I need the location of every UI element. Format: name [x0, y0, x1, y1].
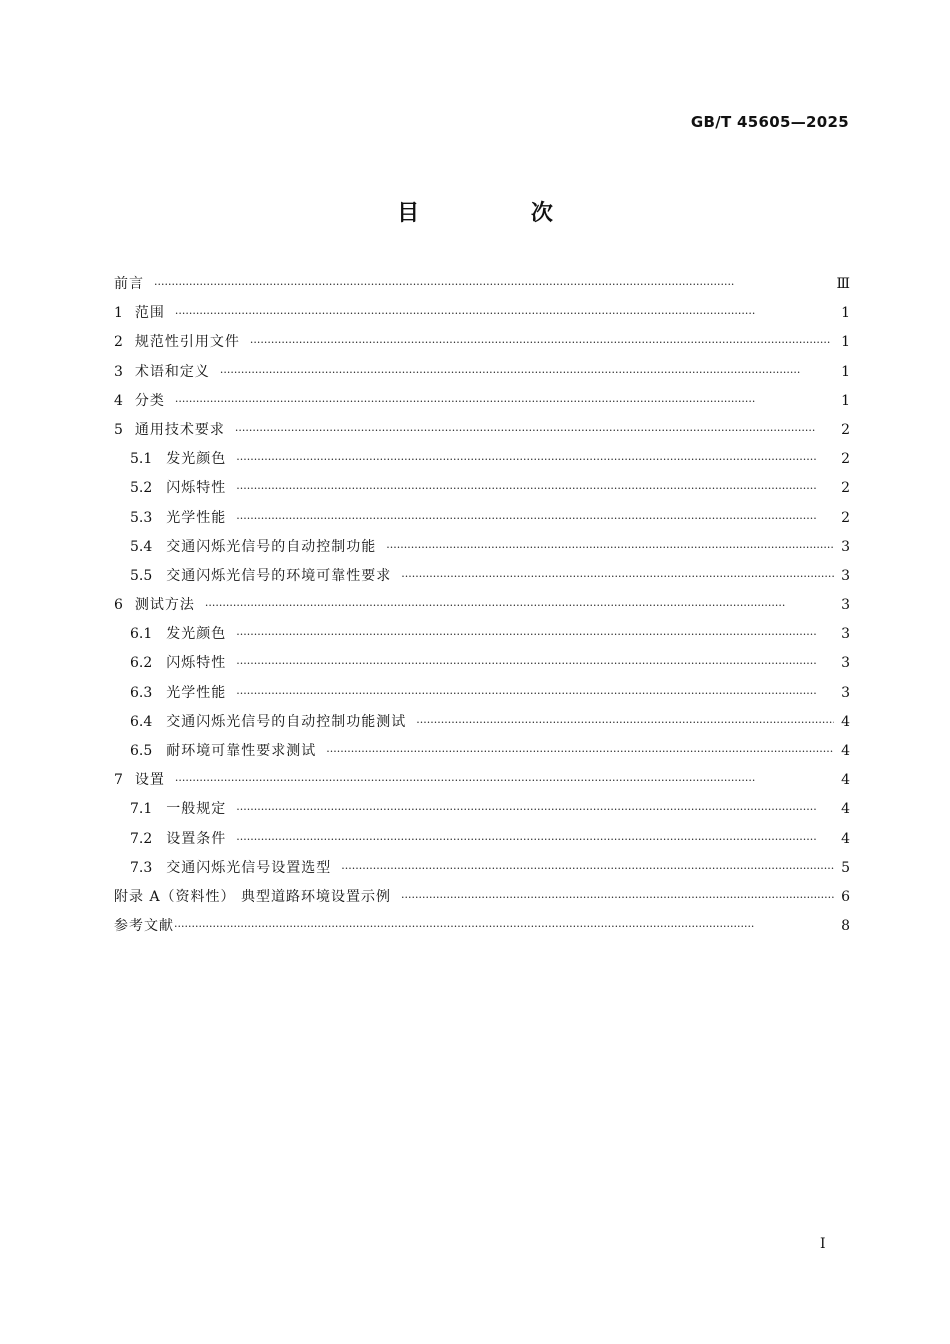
toc-entry[interactable] — [114, 620, 850, 649]
toc-entry-number: 5 — [114, 421, 123, 438]
toc-entry-number: 4 — [114, 392, 123, 409]
toc-entry[interactable] — [114, 387, 850, 416]
toc-entry-label: 光学性能 — [166, 684, 227, 701]
toc-entry-number: 6.3 — [130, 684, 153, 701]
toc-entry[interactable] — [114, 299, 850, 328]
toc-leader-dots — [401, 562, 834, 591]
toc-entry-page: Ⅲ — [836, 276, 850, 292]
toc-entry-number: 3 — [114, 363, 123, 380]
toc-entry[interactable] — [114, 825, 850, 854]
toc-entry-page: 4 — [841, 772, 850, 789]
toc-entry-number: 7 — [114, 772, 123, 789]
toc-entry[interactable] — [114, 854, 850, 883]
toc-entry[interactable] — [114, 270, 850, 299]
toc-entry-page: 2 — [841, 451, 850, 468]
toc-entry-label: 闪烁特性 — [166, 480, 227, 497]
toc-entry-page: 1 — [841, 392, 850, 409]
toc-entry-number: 6.4 — [130, 713, 153, 730]
toc-entry-page: 3 — [841, 626, 850, 643]
toc-leader-dots — [236, 620, 834, 649]
toc-entry-page: 1 — [841, 334, 850, 351]
toc-entry-page: 2 — [841, 480, 850, 497]
toc-leader-dots — [235, 416, 834, 445]
toc-entry-label: 前言 — [114, 276, 144, 292]
toc-entry-number: 7.2 — [130, 830, 153, 847]
toc-entry-label: 光学性能 — [166, 509, 227, 526]
toc-entry-number: 6 — [114, 597, 123, 614]
toc-entry-label: 设置 — [134, 772, 165, 789]
toc-entry-label: 发光颜色 — [166, 451, 227, 468]
toc-entry-label: 参考文献 — [114, 918, 174, 935]
toc-entry-label: 设置条件 — [166, 830, 227, 847]
toc-entry[interactable] — [114, 445, 850, 474]
toc-entry-label: 交通闪烁光信号设置选型 — [166, 859, 332, 876]
toc-entry[interactable] — [114, 358, 850, 387]
toc-entry-page: 4 — [841, 713, 850, 730]
toc-entry-page: 8 — [841, 918, 850, 935]
toc-entry-label: 规范性引用文件 — [134, 334, 240, 351]
toc-entry-label: 闪烁特性 — [166, 655, 227, 672]
toc-entry[interactable] — [114, 649, 850, 678]
toc-entry-label: 交通闪烁光信号的自动控制功能 — [166, 538, 377, 555]
toc-leader-dots — [236, 649, 834, 678]
toc-entry-page: 4 — [841, 743, 850, 759]
toc-entry-page: 2 — [841, 421, 850, 438]
toc-entry-number: 2 — [114, 334, 123, 351]
toc-leader-dots — [341, 854, 834, 883]
toc-entry-number: 7.1 — [130, 801, 153, 818]
toc-entry-page: 3 — [841, 684, 850, 701]
toc-leader-dots — [236, 445, 834, 474]
toc-entry-number: 5.2 — [130, 480, 153, 497]
standard-code: GB/T 45605—2025 — [690, 113, 849, 131]
toc-leader-dots — [250, 328, 834, 357]
toc-entry-label: 范围 — [134, 305, 165, 322]
toc-entry-label: 通用技术要求 — [134, 421, 225, 438]
toc-leader-dots — [175, 766, 834, 795]
toc-entry[interactable] — [114, 708, 850, 737]
toc-entry-page: 1 — [841, 305, 850, 322]
toc-leader-dots — [174, 912, 834, 941]
toc-leader-dots — [326, 737, 834, 766]
toc-entry-page: 3 — [841, 567, 850, 584]
toc-leader-dots — [236, 474, 834, 503]
toc-entry-number: 5.5 — [130, 567, 153, 584]
toc-entry-number: 5.4 — [130, 538, 153, 555]
toc-entry-label: 附录 A（资料性） 典型道路环境设置示例 — [114, 888, 392, 905]
toc-entry[interactable] — [114, 766, 850, 795]
toc-entry-page: 3 — [841, 597, 850, 614]
toc-leader-dots — [175, 387, 834, 416]
toc-entry-label: 术语和定义 — [134, 363, 210, 380]
toc-entry-label: 交通闪烁光信号的环境可靠性要求 — [166, 567, 392, 584]
toc-entry-number: 7.3 — [130, 859, 153, 876]
toc-leader-dots — [175, 299, 834, 328]
toc-entry-label: 发光颜色 — [166, 626, 227, 643]
toc-leader-dots — [236, 795, 834, 824]
toc-entry-page: 2 — [841, 509, 850, 526]
toc-entry[interactable] — [114, 533, 850, 562]
toc-entry-page: 6 — [841, 888, 850, 905]
toc-entry[interactable] — [114, 795, 850, 824]
toc-leader-dots — [386, 533, 834, 562]
toc-entry[interactable] — [114, 328, 850, 357]
toc-entry[interactable] — [114, 562, 850, 591]
toc-entry-page: 3 — [841, 655, 850, 672]
toc-entry-page: 4 — [841, 801, 850, 818]
toc-entry-label: 交通闪烁光信号的自动控制功能测试 — [166, 713, 407, 730]
toc-entry[interactable] — [114, 737, 850, 766]
toc-entry-label: 一般规定 — [166, 801, 227, 818]
toc-leader-dots — [220, 358, 834, 387]
toc-entry[interactable] — [114, 679, 850, 708]
toc-entry-label: 耐环境可靠性要求测试 — [166, 743, 317, 759]
page-title: 目 次 — [397, 201, 605, 226]
toc-entry[interactable] — [114, 416, 850, 445]
toc-leader-dots — [205, 591, 834, 620]
toc-entry-number: 6.2 — [130, 655, 153, 672]
toc-entry-label: 测试方法 — [134, 597, 195, 614]
toc-entry-label: 分类 — [134, 392, 165, 409]
toc-entry-number: 5.3 — [130, 509, 153, 526]
toc-leader-dots — [236, 504, 834, 533]
toc-entry-number: 1 — [114, 305, 123, 322]
toc-leader-dots — [236, 825, 834, 854]
toc-entry-page: 1 — [841, 363, 850, 380]
toc-entry[interactable] — [114, 474, 850, 503]
toc-leader-dots — [154, 270, 830, 299]
toc-entry-page: 5 — [841, 859, 850, 876]
toc-leader-dots — [416, 708, 834, 737]
toc-entry-number: 6.1 — [130, 626, 153, 643]
toc-entry-number: 6.5 — [130, 743, 153, 759]
toc-entry-page: 4 — [841, 830, 850, 847]
toc-leader-dots — [401, 883, 834, 912]
table-of-contents — [114, 270, 850, 941]
toc-entry-page: 3 — [841, 538, 850, 555]
toc-leader-dots — [236, 679, 834, 708]
toc-entry[interactable] — [114, 883, 850, 912]
toc-entry[interactable] — [114, 912, 850, 941]
toc-entry[interactable] — [114, 504, 850, 533]
toc-entry[interactable] — [114, 591, 850, 620]
page-number: I — [820, 1236, 826, 1252]
toc-entry-number: 5.1 — [130, 451, 153, 468]
